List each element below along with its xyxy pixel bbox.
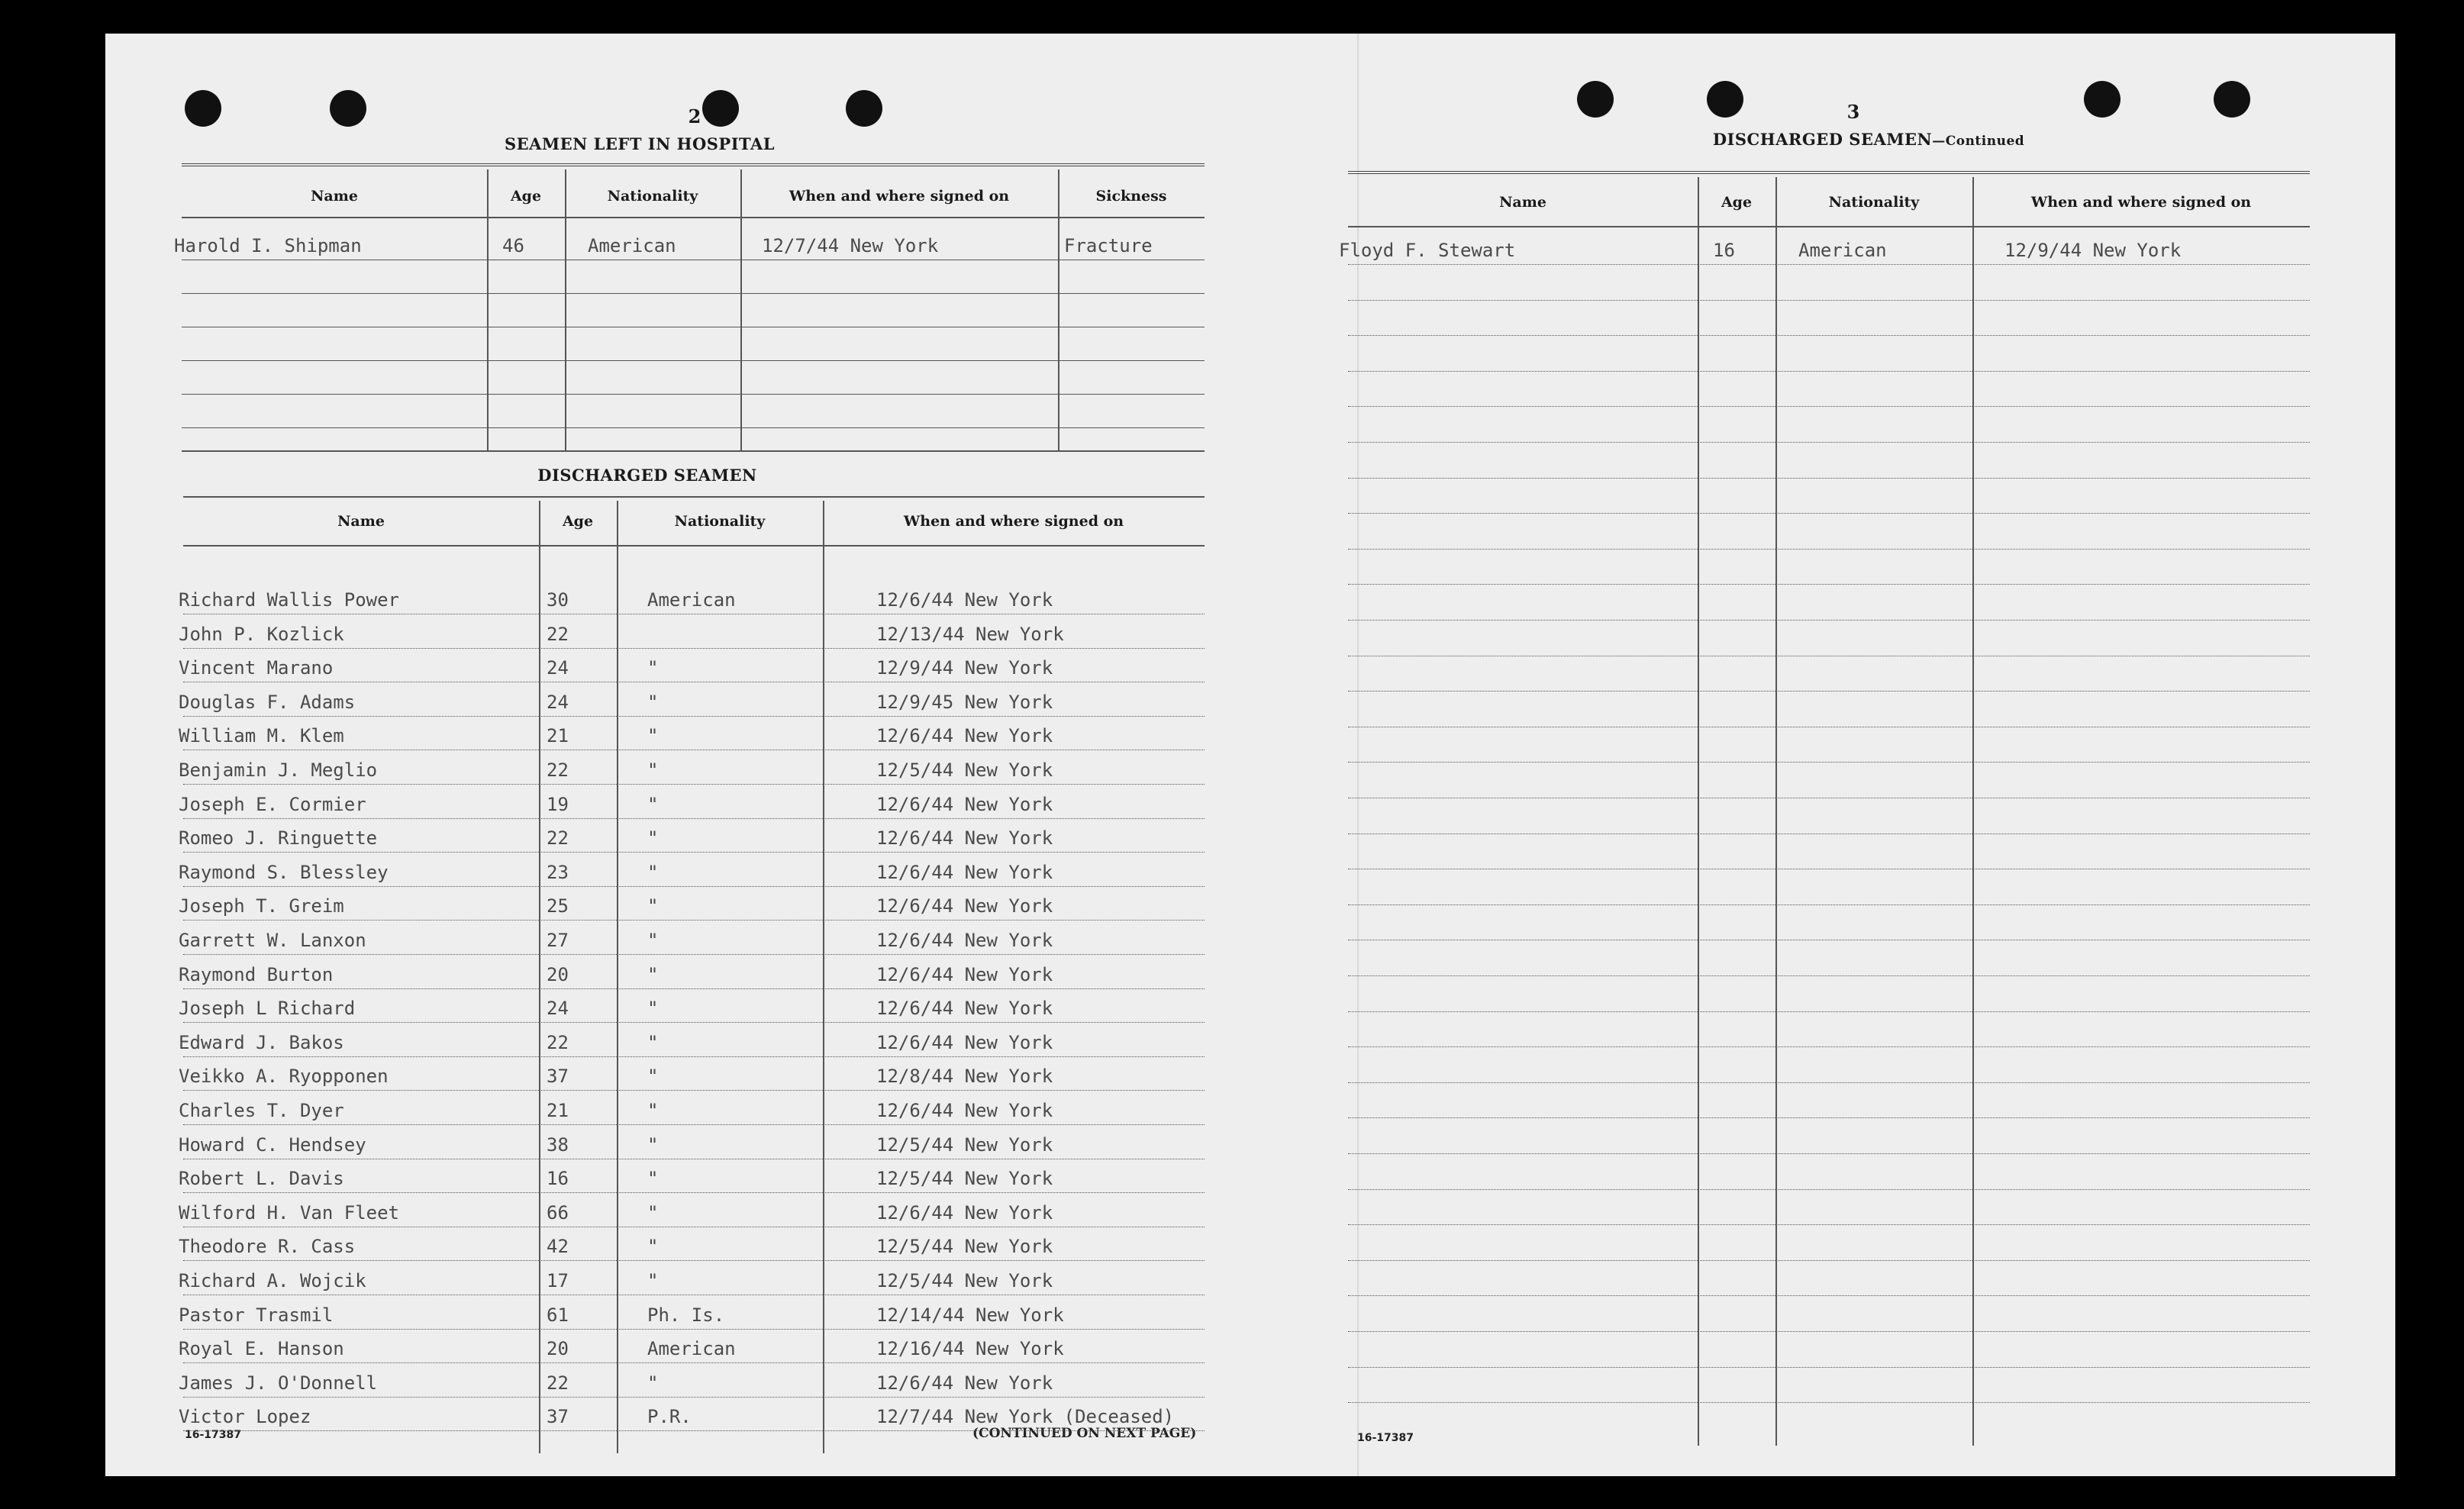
cell-signed-on: 12/6/44 New York <box>876 895 1053 917</box>
cell-signed-on: 12/6/44 New York <box>876 963 1053 985</box>
row-rule <box>183 1397 1205 1398</box>
cell-signed-on: 12/6/44 New York <box>876 827 1053 850</box>
cell-name: Robert L. Davis <box>179 1168 344 1190</box>
cell-age: 42 <box>547 1236 569 1258</box>
cell-name: Edward J. Bakos <box>179 1031 344 1053</box>
cell-signed-on: 12/6/44 New York <box>876 589 1053 611</box>
cell-age: 61 <box>547 1304 569 1326</box>
row-rule <box>183 1430 1205 1431</box>
cell-nationality: " <box>647 1100 659 1121</box>
row-rule <box>1348 442 2310 443</box>
column-divider <box>565 169 566 450</box>
row-rule <box>1348 904 2310 905</box>
cell-signed-on: 12/5/44 New York <box>876 1168 1053 1190</box>
row-rule <box>183 920 1205 921</box>
cell-nationality: " <box>647 725 659 747</box>
punch-hole <box>2084 81 2121 118</box>
cell-signed-on: 12/6/44 New York <box>876 1100 1053 1121</box>
column-divider <box>740 169 742 450</box>
cell-name: Royal E. Hanson <box>179 1338 344 1360</box>
column-header-age: Age <box>510 188 542 205</box>
cell-signed-on: 12/6/44 New York <box>876 1372 1053 1394</box>
row-rule <box>1348 1402 2310 1403</box>
cell-age: 19 <box>547 793 569 815</box>
row-rule <box>1348 335 2310 336</box>
row-rule <box>183 1260 1205 1261</box>
cell-name: Joseph T. Greim <box>179 895 344 917</box>
row-rule <box>1348 1189 2310 1190</box>
cell-age: 17 <box>547 1270 569 1291</box>
cell-signed-on: 12/5/44 New York <box>876 1270 1053 1291</box>
discharged-header-rule <box>183 545 1205 547</box>
row-rule <box>183 1056 1205 1057</box>
row-rule <box>1348 1260 2310 1261</box>
cell-signed-on: 12/7/44 New York <box>762 235 939 256</box>
cell-nationality: " <box>647 930 659 951</box>
cell-age: 46 <box>502 235 524 256</box>
cell-nationality: " <box>647 1168 659 1190</box>
row-rule <box>1348 1224 2310 1225</box>
row-rule <box>1348 300 2310 301</box>
cell-nationality: " <box>647 1133 659 1156</box>
cell-nationality: " <box>647 1236 659 1258</box>
cell-nationality: " <box>647 895 659 917</box>
row-rule <box>183 988 1205 989</box>
cell-signed-on: 12/5/44 New York <box>876 1133 1053 1156</box>
page-number: 2 <box>688 105 701 127</box>
continued-top-rule <box>1348 171 2310 174</box>
row-rule <box>183 1090 1205 1091</box>
punch-hole <box>2214 81 2250 118</box>
cell-name: Benjamin J. Meglio <box>179 759 378 781</box>
cell-age: 20 <box>547 963 569 985</box>
cell-age: 20 <box>547 1338 569 1360</box>
cell-age: 24 <box>547 657 569 679</box>
row-rule <box>1348 833 2310 834</box>
cell-nationality: " <box>647 1031 659 1053</box>
cell-signed-on: 12/5/44 New York <box>876 759 1053 781</box>
cell-age: 23 <box>547 861 569 883</box>
cell-name: Douglas F. Adams <box>179 691 356 713</box>
row-rule <box>1348 620 2310 621</box>
hospital-bottom-rule <box>182 450 1205 452</box>
hospital-header-rule <box>182 217 1205 218</box>
continued-header-rule <box>1348 226 2310 227</box>
cell-nationality: " <box>647 998 659 1020</box>
punch-hole <box>185 90 221 127</box>
cell-nationality: " <box>647 1270 659 1291</box>
cell-signed-on: 12/6/44 New York <box>876 998 1053 1020</box>
column-divider <box>1972 177 1974 1446</box>
row-rule <box>1348 1367 2310 1368</box>
column-header-nationality: Nationality <box>1828 194 1920 211</box>
cell-name: Richard Wallis Power <box>179 589 399 611</box>
form-number: 16-17387 <box>185 1429 241 1441</box>
row-rule <box>1348 1295 2310 1296</box>
cell-name: Richard A. Wojcik <box>179 1270 366 1291</box>
cell-nationality: " <box>647 1372 659 1394</box>
row-rule <box>182 360 1205 361</box>
row-rule <box>1348 691 2310 692</box>
cell-nationality: " <box>647 827 659 850</box>
row-rule <box>1348 549 2310 550</box>
continued-title-text: DISCHARGED SEAMEN <box>1712 130 1933 149</box>
row-rule <box>1348 1011 2310 1012</box>
punch-hole <box>846 90 882 127</box>
row-rule <box>182 427 1205 428</box>
cell-nationality: American <box>647 1338 736 1360</box>
row-rule <box>182 394 1205 395</box>
cell-age: 22 <box>547 827 569 850</box>
cell-nationality: " <box>647 963 659 985</box>
row-rule <box>1348 1082 2310 1083</box>
row-rule <box>1348 1046 2310 1047</box>
cell-name: Vincent Marano <box>179 657 334 679</box>
cell-signed-on: 12/13/44 New York <box>876 623 1064 645</box>
cell-signed-on: 12/7/44 New York (Deceased) <box>876 1406 1175 1428</box>
cell-name: Veikko A. Ryopponen <box>179 1066 389 1088</box>
page-number: 3 <box>1846 101 1860 123</box>
cell-name: Theodore R. Cass <box>179 1236 356 1258</box>
cell-age: 37 <box>547 1066 569 1088</box>
cell-nationality: American <box>588 235 676 256</box>
column-divider <box>1698 177 1699 1446</box>
continued-section-title <box>1655 130 2082 149</box>
cell-nationality: " <box>647 1066 659 1088</box>
cell-name: Romeo J. Ringuette <box>179 827 378 850</box>
row-rule <box>183 1329 1205 1330</box>
cell-name: Howard C. Hendsey <box>179 1133 366 1156</box>
discharged-section-title: DISCHARGED SEAMEN <box>537 466 757 485</box>
cell-nationality: American <box>1798 240 1887 261</box>
row-rule <box>182 293 1205 294</box>
cell-age: 25 <box>547 895 569 917</box>
cell-age: 66 <box>547 1201 569 1224</box>
cell-name: Wilford H. Van Fleet <box>179 1201 399 1224</box>
row-rule <box>1348 762 2310 763</box>
cell-name: Raymond S. Blessley <box>179 861 389 883</box>
cell-nationality: P.R. <box>647 1406 692 1428</box>
row-rule <box>183 716 1205 717</box>
cell-nationality: Ph. Is. <box>647 1304 725 1326</box>
row-rule <box>183 1362 1205 1363</box>
column-header-when-and-where-signed-on: When and where signed on <box>789 188 1010 205</box>
cell-nationality: " <box>647 759 659 781</box>
row-rule <box>1348 975 2310 976</box>
cell-name: Joseph L Richard <box>179 998 356 1020</box>
cell-signed-on: 12/9/44 New York <box>876 657 1053 679</box>
column-header-when-and-where-signed-on: When and where signed on <box>903 513 1124 530</box>
cell-name: James J. O'Donnell <box>179 1372 378 1394</box>
cell-signed-on: 12/6/44 New York <box>876 1201 1053 1224</box>
column-header-when-and-where-signed-on: When and where signed on <box>2030 194 2252 211</box>
cell-name: Floyd F. Stewart <box>1339 240 1516 261</box>
cell-sickness: Fracture <box>1064 235 1153 256</box>
row-rule <box>1348 513 2310 514</box>
cell-age: 38 <box>547 1133 569 1156</box>
cell-name: William M. Klem <box>179 725 344 747</box>
cell-signed-on: 12/6/44 New York <box>876 793 1053 815</box>
column-header-nationality: Nationality <box>607 188 698 205</box>
row-rule <box>183 818 1205 819</box>
row-rule <box>1348 1153 2310 1154</box>
cell-age: 22 <box>547 1372 569 1394</box>
cell-signed-on: 12/8/44 New York <box>876 1066 1053 1088</box>
punch-hole <box>1577 81 1614 118</box>
cell-nationality: " <box>647 861 659 883</box>
column-divider <box>1058 169 1059 450</box>
column-header-sickness: Sickness <box>1095 188 1167 205</box>
cell-name: Joseph E. Cormier <box>179 793 366 815</box>
row-rule <box>1348 1331 2310 1332</box>
cell-age: 27 <box>547 930 569 951</box>
row-rule <box>1348 584 2310 585</box>
form-number: 16-17387 <box>1357 1432 1414 1444</box>
cell-age: 16 <box>547 1168 569 1190</box>
row-rule <box>183 1192 1205 1193</box>
column-divider <box>617 501 618 1453</box>
cell-nationality: " <box>647 691 659 713</box>
cell-name: Charles T. Dyer <box>179 1100 344 1121</box>
cell-nationality: American <box>647 589 736 611</box>
cell-signed-on: 12/14/44 New York <box>876 1304 1064 1326</box>
cell-age: 24 <box>547 998 569 1020</box>
row-rule <box>1348 371 2310 372</box>
row-rule <box>183 954 1205 955</box>
cell-signed-on: 12/6/44 New York <box>876 930 1053 951</box>
column-header-name: Name <box>311 188 358 205</box>
cell-nationality: " <box>647 657 659 679</box>
column-header-name: Name <box>337 513 385 530</box>
cell-signed-on: 12/16/44 New York <box>876 1338 1064 1360</box>
cell-signed-on: 12/6/44 New York <box>876 861 1053 883</box>
row-rule <box>1348 406 2310 407</box>
row-rule <box>1348 264 2310 265</box>
cell-signed-on: 12/6/44 New York <box>876 725 1053 747</box>
cell-age: 37 <box>547 1406 569 1428</box>
row-rule <box>183 886 1205 887</box>
punch-hole <box>1707 81 1743 118</box>
cell-age: 16 <box>1713 240 1735 261</box>
punch-hole <box>330 90 366 127</box>
cell-signed-on: 12/9/45 New York <box>876 691 1053 713</box>
row-rule <box>183 1022 1205 1023</box>
row-rule <box>183 852 1205 853</box>
cell-age: 22 <box>547 759 569 781</box>
cell-signed-on: 12/9/44 New York <box>2004 240 2182 261</box>
cell-name: Victor Lopez <box>179 1406 311 1428</box>
cell-signed-on: 12/5/44 New York <box>876 1236 1053 1258</box>
hospital-section-title: SEAMEN LEFT IN HOSPITAL <box>504 134 776 153</box>
cell-nationality: " <box>647 1201 659 1224</box>
cell-age: 22 <box>547 1031 569 1053</box>
column-header-age: Age <box>1721 194 1753 211</box>
continued-note: (CONTINUED ON NEXT PAGE) <box>972 1426 1197 1441</box>
cell-name: John P. Kozlick <box>179 623 344 645</box>
cell-name: Garrett W. Lanxon <box>179 930 366 951</box>
hospital-top-rule <box>182 163 1205 166</box>
column-divider <box>539 501 540 1453</box>
column-divider <box>487 169 489 450</box>
cell-age: 21 <box>547 1100 569 1121</box>
cell-nationality: " <box>647 793 659 815</box>
cell-age: 24 <box>547 691 569 713</box>
row-rule <box>183 648 1205 649</box>
continued-title-suffix: —Continued <box>1932 134 2025 149</box>
column-header-nationality: Nationality <box>674 513 766 530</box>
cell-name: Harold I. Shipman <box>174 235 362 256</box>
cell-age: 21 <box>547 725 569 747</box>
column-header-name: Name <box>1499 194 1546 211</box>
row-rule <box>1348 478 2310 479</box>
column-divider <box>823 501 824 1453</box>
cell-age: 30 <box>547 589 569 611</box>
column-header-age: Age <box>562 513 594 530</box>
cell-signed-on: 12/6/44 New York <box>876 1031 1053 1053</box>
cell-name: Raymond Burton <box>179 963 334 985</box>
column-divider <box>1775 177 1777 1446</box>
row-rule <box>183 784 1205 785</box>
cell-name: Pastor Trasmil <box>179 1304 334 1326</box>
cell-age: 22 <box>547 623 569 645</box>
discharged-top-rule <box>183 496 1205 498</box>
row-rule <box>1348 1117 2310 1118</box>
row-rule <box>183 1124 1205 1125</box>
document-sheet <box>105 34 2395 1476</box>
